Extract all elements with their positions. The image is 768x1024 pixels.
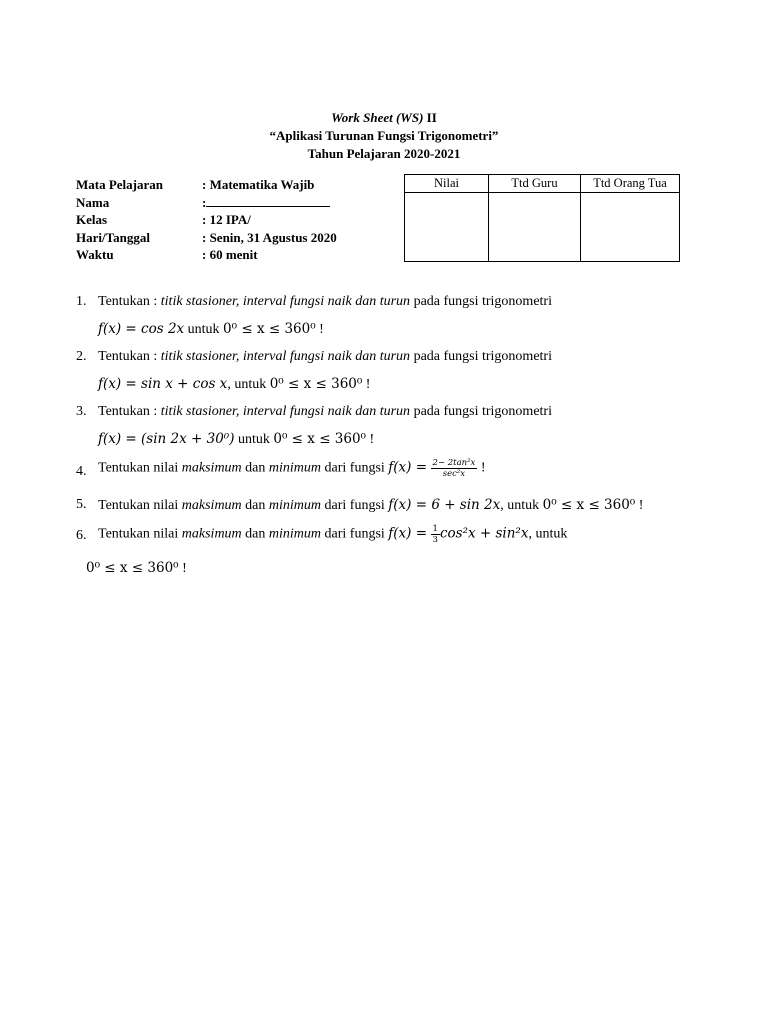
question-number: 5. — [76, 497, 87, 512]
q-prefix: Tentukan nilai — [98, 526, 182, 542]
col-nilai: Nilai — [405, 175, 489, 193]
q-mid: , untuk — [227, 377, 270, 392]
q-mid: , untuk — [528, 526, 568, 542]
q-range: 0⁰ ≤ x ≤ 360⁰ — [269, 376, 363, 392]
q-range: 0⁰ ≤ x ≤ 360⁰ — [542, 497, 636, 513]
q-dari: dari fungsi — [321, 498, 389, 513]
q-minimum: minimum — [268, 526, 322, 542]
q-range: 0⁰ ≤ x ≤ 360⁰ — [223, 321, 316, 337]
ttd-orang-tua-cell — [581, 193, 680, 262]
q-suffix: pada fungsi trigonometri — [410, 349, 552, 364]
school-year: Tahun Pelajaran 2020-2021 — [307, 146, 461, 161]
q-end: ! — [178, 561, 187, 576]
q-mid: untuk — [234, 432, 274, 447]
q-prefix: Tentukan : — [98, 349, 161, 364]
fraction-denominator: 3 — [432, 535, 438, 545]
col-ttd-orang-tua: Ttd Orang Tua — [581, 175, 680, 193]
info-label: Hari/Tanggal — [76, 229, 150, 245]
q-dan: dan — [241, 526, 269, 542]
fraction — [431, 524, 440, 545]
fraction-denominator: sec²x — [442, 469, 466, 479]
signature-table — [404, 174, 680, 262]
title-rest: II — [423, 110, 437, 125]
q-maksimum: maksimum — [181, 526, 242, 542]
worksheet-subtitle: “Aplikasi Turunan Fungsi Trigonometri” — [269, 128, 499, 143]
q-end: ! — [315, 322, 324, 337]
q-end: ! — [362, 377, 371, 392]
q-italic: titik stasioner, interval fungsi naik dan turun — [160, 294, 411, 309]
q-mid: , untuk — [500, 498, 543, 513]
question-4-text — [98, 458, 486, 479]
q-prefix: Tentukan nilai — [98, 460, 182, 476]
info-row-date — [76, 229, 337, 247]
q-italic: titik stasioner, interval fungsi naik dan turun — [160, 349, 411, 364]
q-fx: f(x) = — [388, 525, 428, 542]
q-formula: cos²x + sin²x — [439, 525, 529, 542]
info-label: Mata Pelajaran — [76, 177, 164, 192]
student-info — [76, 176, 337, 264]
q-maksimum: maksimum — [181, 460, 242, 476]
q-dan: dan — [241, 498, 269, 513]
question-number: 1. — [76, 294, 87, 309]
q-dari: dari fungsi — [321, 526, 389, 542]
question-number: 2. — [76, 349, 87, 364]
q-formula: f(x) = cos 2x — [98, 321, 185, 337]
q-suffix: pada fungsi trigonometri — [410, 404, 552, 419]
question-3-text — [98, 404, 552, 420]
q-formula: f(x) = 6 + sin 2x — [388, 497, 501, 513]
q-maksimum: maksimum — [181, 498, 242, 513]
info-value: : — [202, 194, 207, 210]
info-row-class — [76, 211, 337, 229]
question-1-text — [98, 294, 552, 310]
q-formula: f(x) = sin x + cos x — [98, 376, 228, 392]
q-minimum: minimum — [268, 460, 322, 476]
question-1-formula — [98, 321, 324, 338]
q-italic: titik stasioner, interval fungsi naik dan turun — [160, 404, 411, 419]
name-blank-line — [206, 195, 330, 207]
fraction-numerator: 1 — [432, 524, 438, 534]
question-6-text — [98, 524, 567, 545]
nilai-cell — [405, 193, 489, 262]
info-row-subject — [76, 176, 337, 194]
question-2-text — [98, 349, 552, 365]
ttd-guru-cell — [489, 193, 581, 262]
question-number: 4. — [76, 464, 87, 479]
q-formula: f(x) = (sin 2x + 30⁰) — [98, 431, 235, 447]
question-5-text — [98, 497, 643, 514]
question-6-range — [86, 560, 187, 577]
q-prefix: Tentukan nilai — [98, 498, 182, 513]
fraction — [431, 458, 478, 479]
q-prefix: Tentukan : — [98, 294, 161, 309]
question-number: 6. — [76, 528, 87, 543]
q-minimum: minimum — [268, 498, 322, 513]
question-2-formula — [98, 376, 370, 393]
info-value: : Senin, 31 Agustus 2020 — [202, 229, 337, 245]
q-range: 0⁰ ≤ x ≤ 360⁰ — [273, 431, 366, 447]
q-fx: f(x) = — [388, 459, 428, 476]
info-label: Kelas — [76, 212, 108, 227]
q-suffix: pada fungsi trigonometri — [410, 294, 552, 309]
info-value: : 60 menit — [202, 247, 258, 262]
info-value: : Matematika Wajib — [202, 177, 315, 192]
info-label: Nama — [76, 194, 110, 210]
info-row-time — [76, 246, 337, 264]
q-end: ! — [477, 460, 486, 476]
info-row-name — [76, 194, 337, 212]
q-dan: dan — [241, 460, 269, 476]
q-range: 0⁰ ≤ x ≤ 360⁰ — [86, 560, 179, 576]
q-prefix: Tentukan : — [98, 404, 161, 419]
title-italic: Work Sheet (WS) — [331, 110, 424, 125]
col-ttd-guru: Ttd Guru — [489, 175, 581, 193]
q-end: ! — [635, 498, 644, 513]
info-label: Waktu — [76, 247, 114, 262]
info-value: : 12 IPA/ — [202, 212, 251, 227]
fraction-numerator: 2− 2tan²x — [432, 458, 476, 468]
q-end: ! — [365, 432, 375, 447]
question-3-formula — [98, 431, 374, 448]
question-number: 3. — [76, 404, 87, 419]
worksheet-title — [0, 110, 768, 126]
q-dari: dari fungsi — [321, 460, 389, 476]
q-mid: untuk — [184, 322, 224, 337]
